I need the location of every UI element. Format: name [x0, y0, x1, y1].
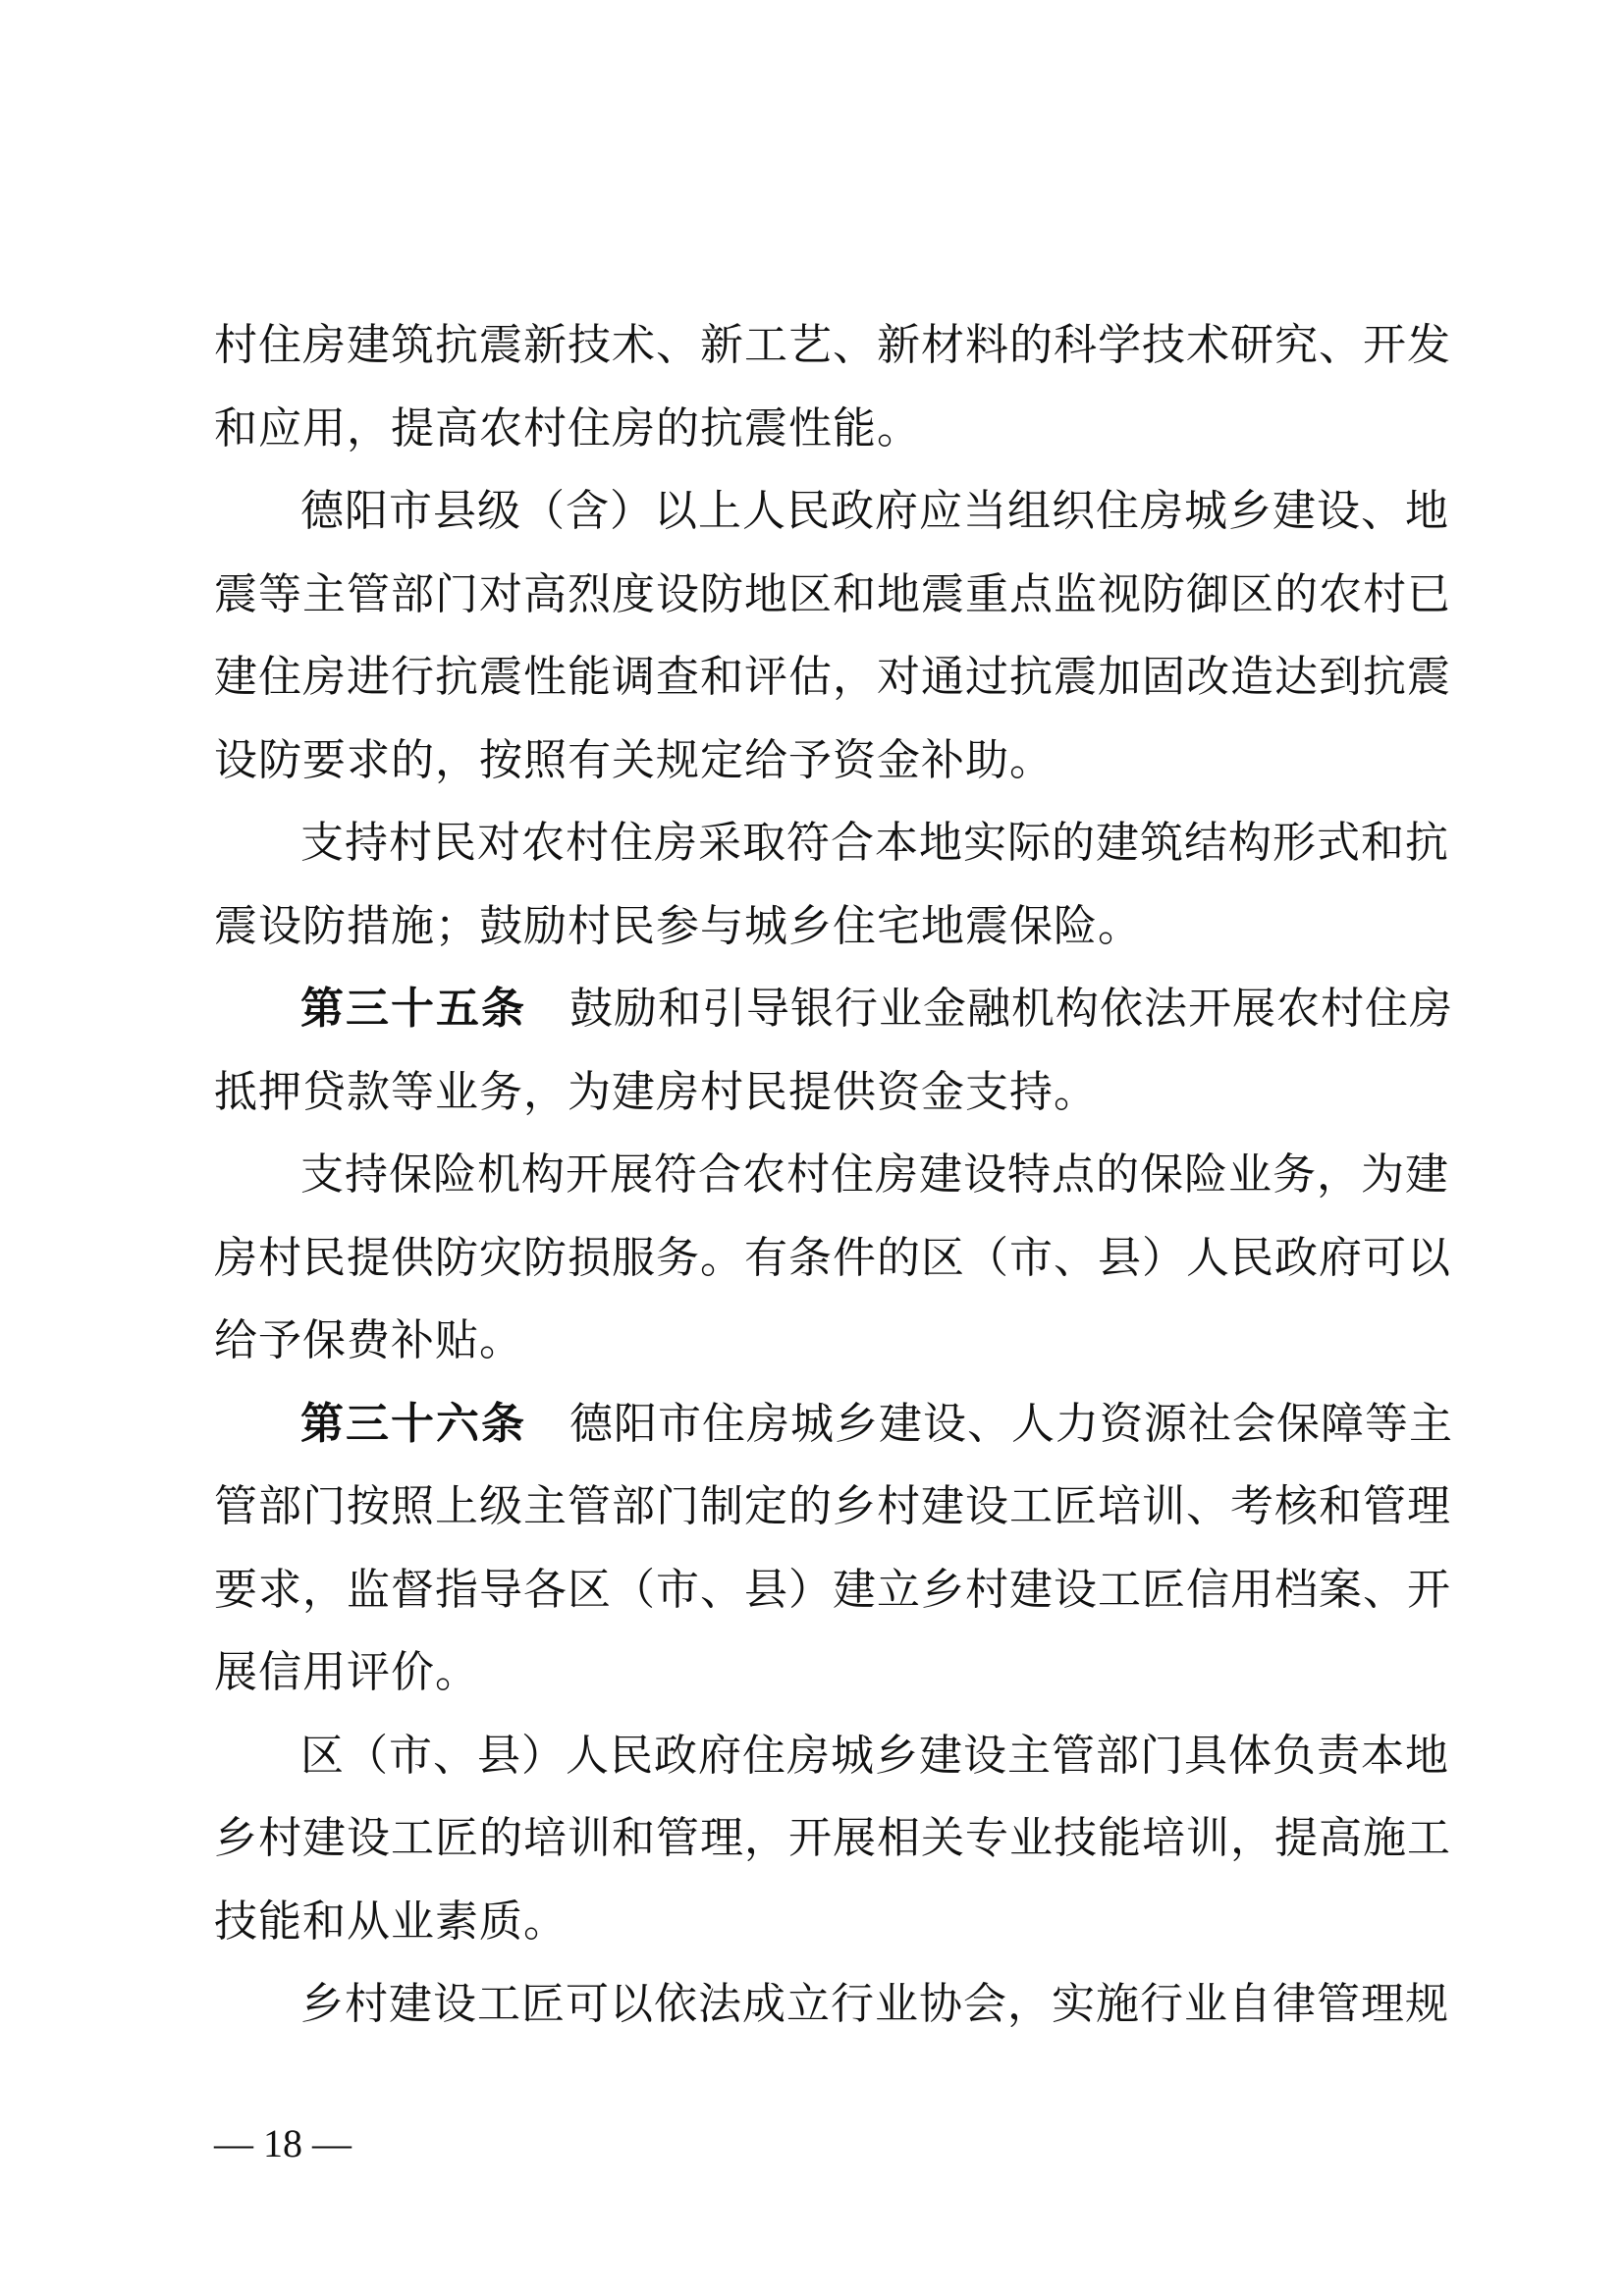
text-line: 支持村民对农村住房采取符合本地实际的建筑结构形式和抗	[300, 818, 1449, 868]
text-line: 德阳市县级（含）以上人民政府应当组织住房城乡建设、地	[300, 486, 1449, 536]
text-line: 和应用，提高农村住房的抗震性能。	[214, 402, 921, 454]
document-body	[214, 304, 1453, 2047]
text-line: 技能和从业素质。	[214, 1896, 568, 1947]
text-line: 支持保险机构开展符合农村住房建设特点的保险业务，为建	[300, 1149, 1449, 1200]
article-35-text: 鼓励和引导银行业金融机构依法开展农村住房	[569, 984, 1453, 1034]
article-36-text: 德阳市住房城乡建设、人力资源社会保障等主	[569, 1398, 1453, 1449]
text-line: 给予保费补贴。	[214, 1315, 523, 1365]
text-line: 建住房进行抗震性能调查和评估，对通过抗震加固改造达到抗震	[214, 652, 1451, 702]
text-line: 展信用评价。	[214, 1647, 479, 1697]
text-line: 设防要求的，按照有关规定给予资金补助。	[214, 734, 1054, 785]
text-line: 要求，监督指导各区（市、县）建立乡村建设工匠信用档案、开	[214, 1564, 1451, 1615]
text-line: 震等主管部门对高烈度设防地区和地震重点监视防御区的农村已	[214, 568, 1451, 619]
text-line: 房村民提供防灾防损服务。有条件的区（市、县）人民政府可以	[214, 1232, 1451, 1283]
article-35-line	[214, 968, 1453, 1051]
text-line: 管部门按照上级主管部门制定的乡村建设工匠培训、考核和管理	[214, 1481, 1451, 1531]
text-line: 抵押贷款等业务，为建房村民提供资金支持。	[214, 1066, 1098, 1117]
article-35-heading: 第三十五条	[300, 984, 526, 1034]
text-line: 村住房建筑抗震新技术、新工艺、新材料的科学技术研究、开发	[214, 320, 1451, 370]
page-number: — 18 —	[214, 2121, 352, 2165]
text-line: 乡村建设工匠的培训和管理，开展相关专业技能培训，提高施工	[214, 1813, 1451, 1863]
article-36-heading: 第三十六条	[300, 1398, 526, 1449]
text-line: 乡村建设工匠可以依法成立行业协会，实施行业自律管理规	[300, 1979, 1449, 2029]
article-36-line	[214, 1383, 1453, 1467]
text-line: 区（市、县）人民政府住房城乡建设主管部门具体负责本地	[300, 1730, 1449, 1781]
text-line: 震设防措施；鼓励村民参与城乡住宅地震保险。	[214, 900, 1142, 951]
